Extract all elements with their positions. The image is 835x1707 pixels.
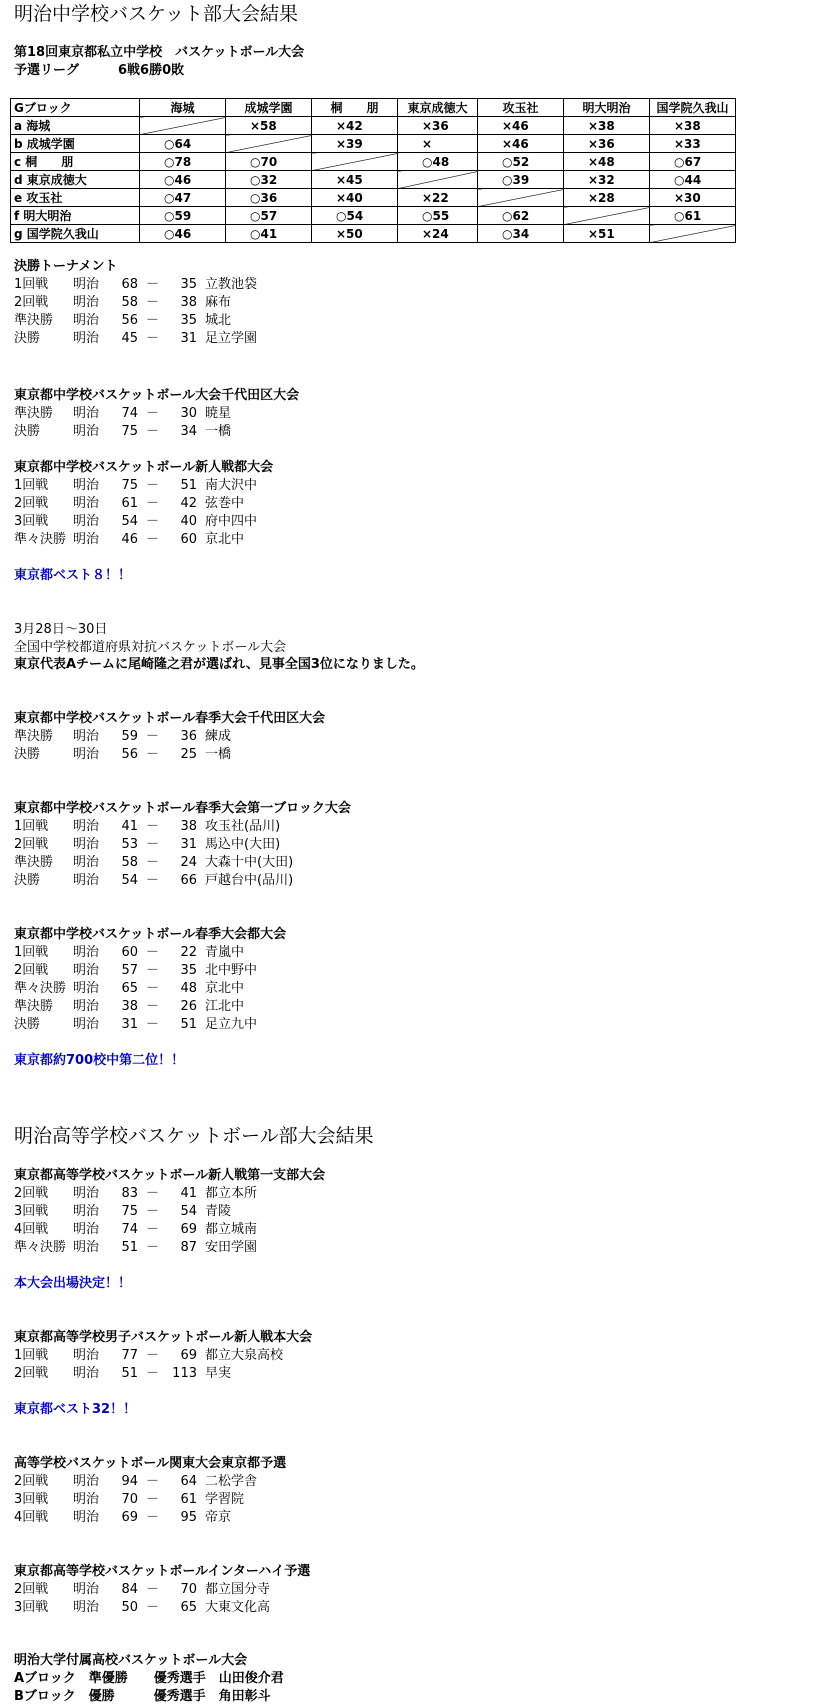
game-team: 明治: [73, 999, 100, 1014]
game-opponent: 戸越台中(品川): [205, 873, 294, 888]
game-separator: －: [146, 532, 160, 547]
game-score: 77: [121, 1348, 138, 1363]
game-team: 明治: [73, 1186, 100, 1201]
league-row: [11, 135, 736, 153]
game-round: 1回戦: [14, 819, 49, 834]
league-cell: ○46: [140, 171, 226, 189]
game-round: 準決勝: [14, 406, 54, 421]
national-text: 東京代表Aチームに尾崎隆之君が選ばれ、見事全国3位になりました。: [14, 657, 424, 672]
game-round: 決勝: [14, 424, 41, 439]
game-separator: －: [146, 819, 160, 834]
game-separator: －: [146, 837, 160, 852]
league-row: [11, 117, 736, 135]
game-separator: －: [146, 1492, 160, 1507]
game-score: 41: [121, 819, 138, 834]
league-cell: ○36: [226, 189, 312, 207]
game-separator: －: [146, 945, 160, 960]
game-opponent-score: 38: [180, 295, 197, 310]
game-opponent: 都立国分寺: [205, 1582, 271, 1597]
game-score: 75: [121, 424, 138, 439]
league-row: [11, 207, 736, 225]
game-opponent-score: 35: [180, 277, 197, 292]
league-cell: ×36: [398, 117, 478, 135]
chiyoda-heading: 東京都中学校バスケットボール大会千代田区大会: [14, 388, 300, 403]
game-separator: －: [146, 331, 160, 346]
game-team: 明治: [73, 981, 100, 996]
game-separator: －: [146, 424, 160, 439]
league-cell: ○67: [650, 153, 736, 171]
game-team: 明治: [73, 1222, 100, 1237]
game-round: 1回戦: [14, 945, 49, 960]
game-opponent: 練成: [205, 729, 232, 744]
game-separator: －: [146, 1510, 160, 1525]
game-score: 59: [121, 729, 138, 744]
game-opponent-score: 54: [180, 1204, 197, 1219]
game-opponent-score: 35: [180, 313, 197, 328]
game-opponent-score: 51: [180, 1017, 197, 1032]
game-score: 46: [121, 532, 138, 547]
spring-metro-heading: 東京都中学校バスケットボール春季大会都大会: [14, 927, 287, 942]
game-round: 2回戦: [14, 1582, 49, 1597]
game-opponent: 足立学園: [205, 331, 258, 346]
game-opponent-score: 64: [180, 1474, 197, 1489]
affiliated-line: Bブロック 優勝 優秀選手 角田彰斗: [14, 1689, 271, 1704]
game-opponent: 京北中: [205, 981, 245, 996]
league-col-header: 東京成徳大: [398, 99, 478, 117]
game-round: 3回戦: [14, 514, 49, 529]
league-cell: ○52: [478, 153, 564, 171]
game-separator: －: [146, 855, 160, 870]
high-school-title: 明治高等学校バスケットボール部大会結果: [14, 1125, 374, 1147]
league-cell: ○64: [140, 135, 226, 153]
game-team: 明治: [73, 406, 100, 421]
league-cell: ×42: [312, 117, 398, 135]
game-team: 明治: [73, 295, 100, 310]
game-team: 明治: [73, 1600, 100, 1615]
league-self-cell: [650, 225, 736, 243]
game-opponent: 都立大泉高校: [205, 1348, 284, 1363]
league-cell: ○41: [226, 225, 312, 243]
game-opponent: 一橋: [205, 424, 232, 439]
rookie-note: 東京都ベスト８！！: [14, 568, 132, 583]
affiliated-line: Aブロック 準優勝 優秀選手 山田俊介君: [14, 1671, 284, 1686]
game-separator: －: [146, 496, 160, 511]
game-opponent-score: 34: [180, 424, 197, 439]
game-separator: －: [146, 1582, 160, 1597]
affiliated-heading: 明治大学付属高校バスケットボール大会: [14, 1653, 248, 1668]
game-team: 明治: [73, 1017, 100, 1032]
game-round: 決勝: [14, 747, 41, 762]
game-team: 明治: [73, 1348, 100, 1363]
game-score: 83: [121, 1186, 138, 1201]
game-team: 明治: [73, 1204, 100, 1219]
game-round: 2回戦: [14, 496, 49, 511]
game-score: 50: [121, 1600, 138, 1615]
game-team: 明治: [73, 532, 100, 547]
league-cell: ×24: [398, 225, 478, 243]
league-table: [10, 98, 736, 243]
game-team: 明治: [73, 1582, 100, 1597]
league-cell: ○48: [398, 153, 478, 171]
game-team: 明治: [73, 1240, 100, 1255]
game-score: 69: [121, 1510, 138, 1525]
game-separator: －: [146, 873, 160, 888]
league-self-cell: [140, 117, 226, 135]
league-cell: ×28: [564, 189, 650, 207]
game-score: 68: [121, 277, 138, 292]
game-score: 57: [121, 963, 138, 978]
league-col-header: 桐 朋: [312, 99, 398, 117]
league-header-row: [11, 99, 736, 117]
high-rookie-block-note: 本大会出場決定！！: [14, 1276, 132, 1291]
game-opponent-score: 95: [180, 1510, 197, 1525]
game-round: 2回戦: [14, 837, 49, 852]
league-cell: ○70: [226, 153, 312, 171]
game-opponent: 足立九中: [205, 1017, 258, 1032]
game-opponent: 京北中: [205, 532, 245, 547]
league-cell: ×40: [312, 189, 398, 207]
game-score: 54: [121, 514, 138, 529]
game-separator: －: [146, 747, 160, 762]
game-separator: －: [146, 277, 160, 292]
league-cell: ×: [398, 135, 478, 153]
league-self-cell: [564, 207, 650, 225]
game-team: 明治: [73, 313, 100, 328]
league-cell: ×45: [312, 171, 398, 189]
game-round: 3回戦: [14, 1600, 49, 1615]
game-score: 58: [121, 855, 138, 870]
game-opponent: 青陵: [205, 1204, 232, 1219]
game-opponent-score: 113: [172, 1366, 197, 1381]
game-score: 56: [121, 313, 138, 328]
league-col-header: 成城学園: [226, 99, 312, 117]
game-separator: －: [146, 1204, 160, 1219]
game-opponent-score: 60: [180, 532, 197, 547]
league-cell: ○47: [140, 189, 226, 207]
game-team: 明治: [73, 873, 100, 888]
league-row-label: c 桐 朋: [11, 153, 140, 171]
game-opponent-score: 40: [180, 514, 197, 529]
game-round: 決勝: [14, 873, 41, 888]
league-row-label: f 明大明治: [11, 207, 140, 225]
game-team: 明治: [73, 1366, 100, 1381]
league-row: [11, 189, 736, 207]
league-corner: Gブロック: [11, 99, 140, 117]
game-score: 51: [121, 1366, 138, 1381]
game-opponent-score: 70: [180, 1582, 197, 1597]
game-separator: －: [146, 478, 160, 493]
game-opponent: 帝京: [205, 1510, 232, 1525]
game-opponent: 暁星: [205, 406, 232, 421]
league-cell: ×48: [564, 153, 650, 171]
game-team: 明治: [73, 496, 100, 511]
game-opponent: 早実: [205, 1366, 232, 1381]
spring-block-heading: 東京都中学校バスケットボール春季大会第一ブロック大会: [14, 801, 351, 816]
league-cell: ×33: [650, 135, 736, 153]
game-team: 明治: [73, 331, 100, 346]
game-opponent-score: 48: [180, 981, 197, 996]
game-opponent-score: 22: [180, 945, 197, 960]
game-separator: －: [146, 1017, 160, 1032]
game-team: 明治: [73, 729, 100, 744]
game-separator: －: [146, 1348, 160, 1363]
final-tournament-heading: 決勝トーナメント: [14, 259, 118, 274]
game-score: 54: [121, 873, 138, 888]
game-team: 明治: [73, 855, 100, 870]
league-cell: ○54: [312, 207, 398, 225]
game-separator: －: [146, 313, 160, 328]
game-opponent: 江北中: [205, 999, 245, 1014]
game-score: 70: [121, 1492, 138, 1507]
game-score: 38: [121, 999, 138, 1014]
game-opponent-score: 35: [180, 963, 197, 978]
game-separator: －: [146, 1222, 160, 1237]
league-self-cell: [226, 135, 312, 153]
league-col-header: 明大明治: [564, 99, 650, 117]
game-opponent-score: 42: [180, 496, 197, 511]
game-separator: －: [146, 1186, 160, 1201]
national-title: 全国中学校都道府県対抗バスケットボール大会: [14, 640, 287, 655]
interhigh-heading: 東京都高等学校バスケットボールインターハイ予選: [14, 1564, 311, 1579]
league-self-cell: [478, 189, 564, 207]
game-score: 31: [121, 1017, 138, 1032]
game-score: 74: [121, 1222, 138, 1237]
game-score: 94: [121, 1474, 138, 1489]
game-round: 3回戦: [14, 1492, 49, 1507]
league-cell: ○44: [650, 171, 736, 189]
game-separator: －: [146, 1600, 160, 1615]
game-separator: －: [146, 981, 160, 996]
league-cell: ○78: [140, 153, 226, 171]
league-cell: ○62: [478, 207, 564, 225]
game-team: 明治: [73, 424, 100, 439]
game-opponent-score: 38: [180, 819, 197, 834]
game-opponent: 弦巻中: [205, 496, 245, 511]
league-row-label: a 海城: [11, 117, 140, 135]
game-team: 明治: [73, 963, 100, 978]
game-separator: －: [146, 1240, 160, 1255]
league-row-label: g 国学院久我山: [11, 225, 140, 243]
game-separator: －: [146, 514, 160, 529]
game-team: 明治: [73, 1474, 100, 1489]
game-opponent: 大森十中(大田): [205, 855, 294, 870]
league-row-label: b 成城学園: [11, 135, 140, 153]
game-opponent: 一橋: [205, 747, 232, 762]
league-row-label: e 攻玉社: [11, 189, 140, 207]
game-score: 51: [121, 1240, 138, 1255]
game-round: 4回戦: [14, 1222, 49, 1237]
league-row: [11, 225, 736, 243]
game-opponent: 城北: [205, 313, 232, 328]
spring-metro-note: 東京都約700校中第二位！！: [14, 1053, 185, 1068]
league-cell: ○32: [226, 171, 312, 189]
game-opponent: 安田学園: [205, 1240, 258, 1255]
game-team: 明治: [73, 1492, 100, 1507]
league-cell: ×58: [226, 117, 312, 135]
game-opponent: 立教池袋: [205, 277, 258, 292]
league-cell: ○61: [650, 207, 736, 225]
league-col-header: 攻玉社: [478, 99, 564, 117]
game-opponent: 都立本所: [205, 1186, 258, 1201]
game-round: 2回戦: [14, 295, 49, 310]
game-separator: －: [146, 295, 160, 310]
game-opponent-score: 51: [180, 478, 197, 493]
league-row: [11, 171, 736, 189]
game-opponent-score: 87: [180, 1240, 197, 1255]
game-score: 58: [121, 295, 138, 310]
game-round: 2回戦: [14, 1186, 49, 1201]
game-round: 2回戦: [14, 1366, 49, 1381]
game-opponent-score: 69: [180, 1222, 197, 1237]
league-cell: ×50: [312, 225, 398, 243]
game-opponent-score: 31: [180, 331, 197, 346]
game-opponent: 府中四中: [205, 514, 258, 529]
league-cell: ×38: [564, 117, 650, 135]
game-opponent: 北中野中: [205, 963, 258, 978]
game-opponent: 馬込中(大田): [205, 837, 281, 852]
game-round: 準決勝: [14, 313, 54, 328]
game-score: 45: [121, 331, 138, 346]
game-opponent: 南大沢中: [205, 478, 258, 493]
league-cell: ○39: [478, 171, 564, 189]
league-cell: ○57: [226, 207, 312, 225]
rookie-heading: 東京都中学校バスケットボール新人戦都大会: [14, 460, 274, 475]
game-opponent: 都立城南: [205, 1222, 258, 1237]
league-subheading: 予選リーグ 6戦6勝0敗: [14, 63, 185, 78]
game-score: 61: [121, 496, 138, 511]
league-cell: ×22: [398, 189, 478, 207]
league-cell: ○59: [140, 207, 226, 225]
game-opponent-score: 24: [180, 855, 197, 870]
game-score: 75: [121, 1204, 138, 1219]
game-opponent: 大東文化高: [205, 1600, 271, 1615]
game-team: 明治: [73, 747, 100, 762]
game-round: 準々決勝: [14, 532, 67, 547]
game-round: 準々決勝: [14, 981, 67, 996]
game-opponent-score: 30: [180, 406, 197, 421]
game-round: 準決勝: [14, 999, 54, 1014]
league-cell: ○46: [140, 225, 226, 243]
game-opponent-score: 69: [180, 1348, 197, 1363]
league-cell: ×38: [650, 117, 736, 135]
game-separator: －: [146, 963, 160, 978]
game-opponent-score: 65: [180, 1600, 197, 1615]
game-opponent-score: 66: [180, 873, 197, 888]
league-cell: ×51: [564, 225, 650, 243]
game-round: 1回戦: [14, 1348, 49, 1363]
game-opponent-score: 41: [180, 1186, 197, 1201]
game-score: 65: [121, 981, 138, 996]
game-round: 1回戦: [14, 478, 49, 493]
league-cell: ○34: [478, 225, 564, 243]
game-opponent: 二松学舎: [205, 1474, 258, 1489]
league-cell: ×30: [650, 189, 736, 207]
high-rookie-block-heading: 東京都高等学校バスケットボール新人戦第一支部大会: [14, 1168, 326, 1183]
page-title: 明治中学校バスケット部大会結果: [14, 3, 299, 25]
league-row-label: d 東京成徳大: [11, 171, 140, 189]
league-cell: ×46: [478, 117, 564, 135]
league-cell: ×46: [478, 135, 564, 153]
league-col-header: 海城: [140, 99, 226, 117]
game-round: 準々決勝: [14, 1240, 67, 1255]
game-team: 明治: [73, 514, 100, 529]
league-cell: ×36: [564, 135, 650, 153]
league-col-header: 国学院久我山: [650, 99, 736, 117]
league-cell: ○55: [398, 207, 478, 225]
game-team: 明治: [73, 277, 100, 292]
game-separator: －: [146, 1366, 160, 1381]
high-rookie-main-heading: 東京都高等学校男子バスケットボール新人戦本大会: [14, 1330, 313, 1345]
game-round: 決勝: [14, 1017, 41, 1032]
game-round: 準決勝: [14, 855, 54, 870]
game-score: 60: [121, 945, 138, 960]
game-separator: －: [146, 999, 160, 1014]
game-round: 4回戦: [14, 1510, 49, 1525]
game-separator: －: [146, 1474, 160, 1489]
league-cell: ×39: [312, 135, 398, 153]
league-row: [11, 153, 736, 171]
game-separator: －: [146, 729, 160, 744]
game-team: 明治: [73, 837, 100, 852]
league-heading: 第18回東京都私立中学校 バスケットボール大会: [14, 45, 305, 60]
game-opponent: 麻布: [205, 295, 232, 310]
game-opponent-score: 31: [180, 837, 197, 852]
game-team: 明治: [73, 819, 100, 834]
game-team: 明治: [73, 1510, 100, 1525]
high-rookie-main-note: 東京都ベスト32！！: [14, 1402, 137, 1417]
game-opponent-score: 36: [180, 729, 197, 744]
league-cell: ×32: [564, 171, 650, 189]
league-self-cell: [312, 153, 398, 171]
game-opponent-score: 26: [180, 999, 197, 1014]
game-score: 53: [121, 837, 138, 852]
game-score: 84: [121, 1582, 138, 1597]
league-self-cell: [398, 171, 478, 189]
kanto-heading: 高等学校バスケットボール関東大会東京都予選: [14, 1456, 287, 1471]
game-score: 56: [121, 747, 138, 762]
game-team: 明治: [73, 945, 100, 960]
game-round: 2回戦: [14, 963, 49, 978]
national-date: 3月28日～30日: [14, 622, 108, 637]
game-separator: －: [146, 406, 160, 421]
game-round: 2回戦: [14, 1474, 49, 1489]
game-round: 1回戦: [14, 277, 49, 292]
game-score: 74: [121, 406, 138, 421]
game-round: 3回戦: [14, 1204, 49, 1219]
spring-chiyoda-heading: 東京都中学校バスケットボール春季大会千代田区大会: [14, 711, 326, 726]
game-round: 決勝: [14, 331, 41, 346]
game-opponent-score: 25: [180, 747, 197, 762]
game-opponent-score: 61: [180, 1492, 197, 1507]
game-team: 明治: [73, 478, 100, 493]
game-opponent: 学習院: [205, 1492, 245, 1507]
game-opponent: 青嵐中: [205, 945, 245, 960]
game-score: 75: [121, 478, 138, 493]
game-round: 準決勝: [14, 729, 54, 744]
game-opponent: 攻玉社(品川): [205, 819, 281, 834]
